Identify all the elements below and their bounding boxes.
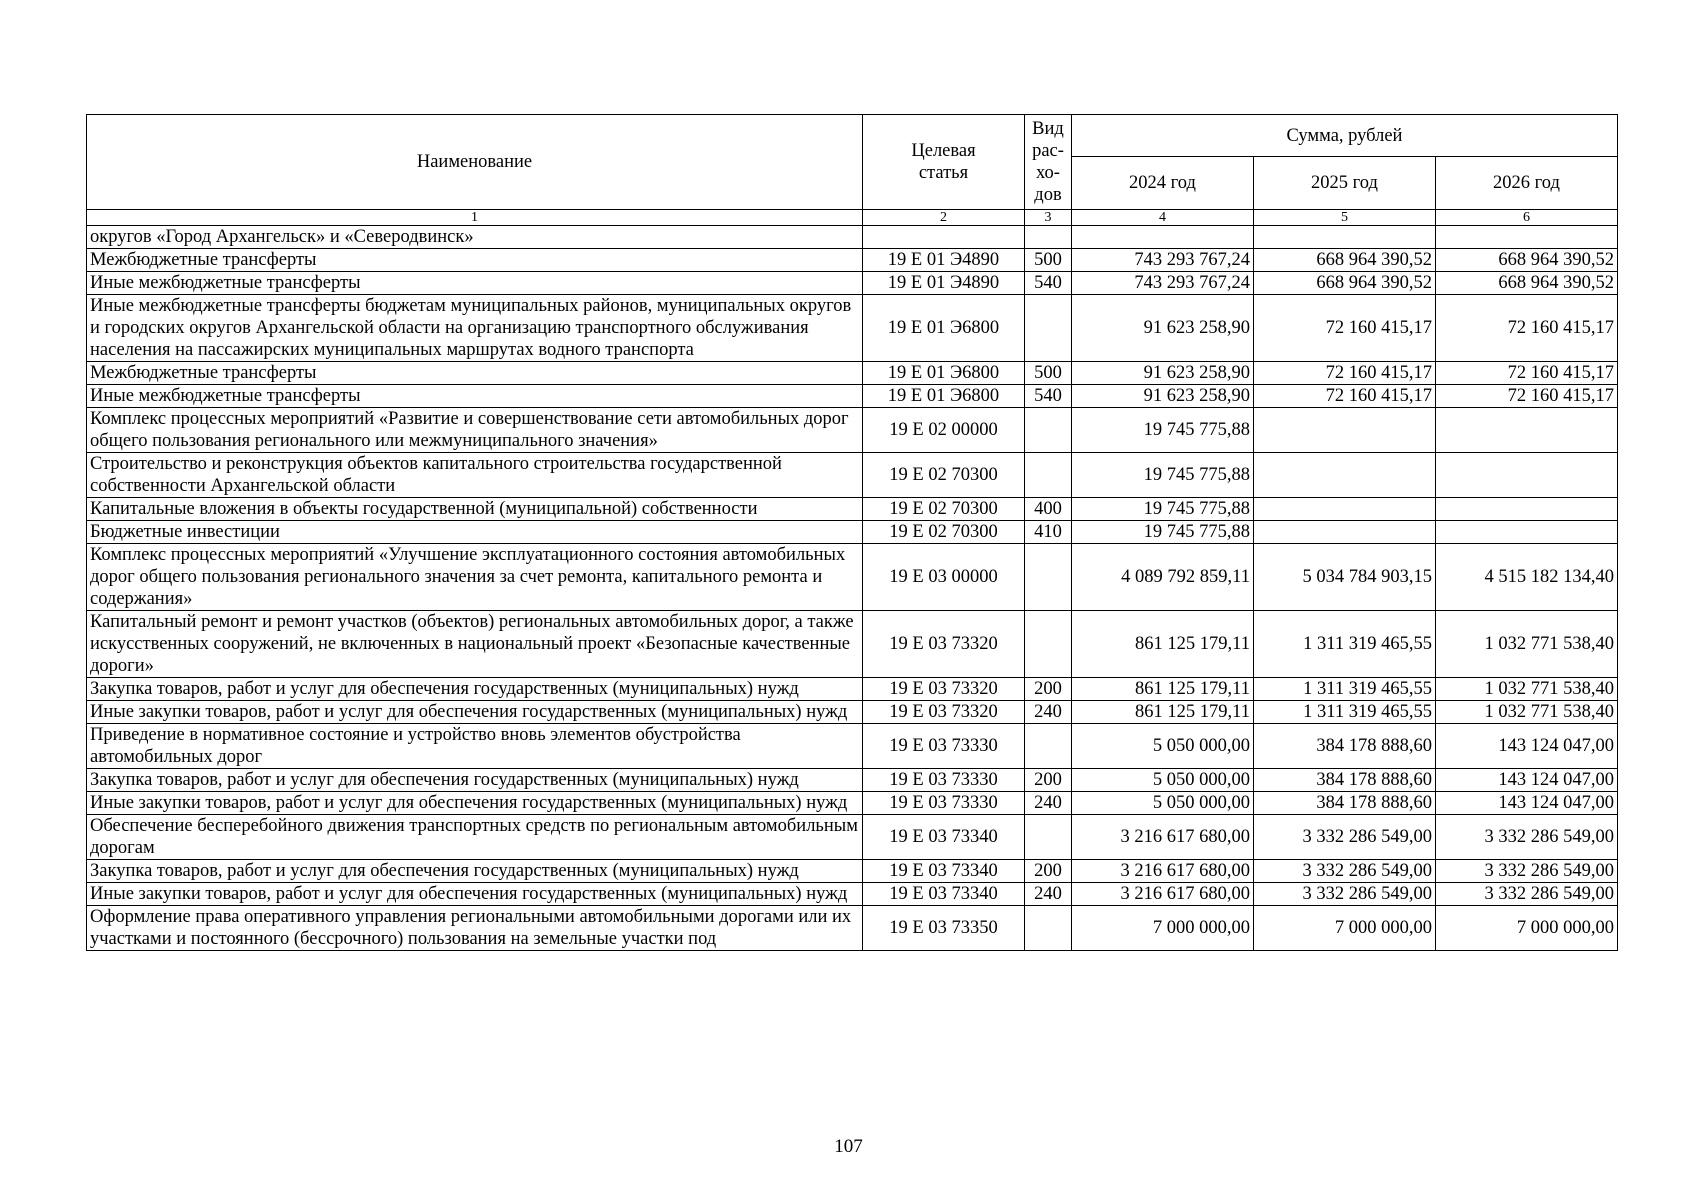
row-sum-2025: 72 160 415,17: [1254, 295, 1436, 362]
row-sum-2025: 668 964 390,52: [1254, 249, 1436, 272]
row-target-article: 19 Е 03 73320: [863, 701, 1025, 724]
row-name: Строительство и реконструкция объектов капитального строительства государственной собственности Архангельской области: [87, 453, 863, 498]
row-expense-kind: 240: [1025, 701, 1072, 724]
row-expense-kind: [1025, 906, 1072, 951]
row-sum-2024: 91 623 258,90: [1072, 385, 1254, 408]
row-target-article: 19 Е 03 73330: [863, 724, 1025, 769]
row-name: Межбюджетные трансферты: [87, 249, 863, 272]
header-kind-line1: Вид: [1032, 119, 1064, 139]
row-target-article: 19 Е 03 73340: [863, 883, 1025, 906]
header-year-2026: 2026 год: [1436, 157, 1618, 210]
table-row: [87, 385, 1618, 408]
row-sum-2024: 861 125 179,11: [1072, 611, 1254, 678]
row-sum-2026: 1 032 771 538,40: [1436, 611, 1618, 678]
row-target-article: [863, 226, 1025, 249]
row-name: Бюджетные инвестиции: [87, 521, 863, 544]
row-target-article: 19 Е 03 73330: [863, 769, 1025, 792]
row-sum-2025: [1254, 408, 1436, 453]
row-sum-2025: 384 178 888,60: [1254, 792, 1436, 815]
row-sum-2026: 143 124 047,00: [1436, 724, 1618, 769]
row-sum-2024: 5 050 000,00: [1072, 724, 1254, 769]
row-sum-2024: 743 293 767,24: [1072, 272, 1254, 295]
row-name: Капитальный ремонт и ремонт участков (объектов) региональных автомобильных дорог, а также искусственных сооружений, не включенных в национальный проект «Безопасные качественные дороги»: [87, 611, 863, 678]
row-sum-2025: 72 160 415,17: [1254, 385, 1436, 408]
table-row: [87, 906, 1618, 951]
column-number: 3: [1025, 210, 1072, 226]
row-sum-2025: 1 311 319 465,55: [1254, 678, 1436, 701]
row-sum-2026: [1436, 408, 1618, 453]
row-name: Иные межбюджетные трансферты бюджетам муниципальных районов, муниципальных округов и городских округов Архангельской области на организацию транспортного обслуживания населения на пассажирских муниципальных маршрутах водного транспорта: [87, 295, 863, 362]
row-sum-2025: 384 178 888,60: [1254, 724, 1436, 769]
column-number: 6: [1436, 210, 1618, 226]
header-target-line1: Целевая: [911, 141, 976, 161]
row-sum-2024: 19 745 775,88: [1072, 521, 1254, 544]
table-row: [87, 701, 1618, 724]
row-sum-2025: 384 178 888,60: [1254, 769, 1436, 792]
row-name: Комплекс процессных мероприятий «Улучшение эксплуатационного состояния автомобильных дорог общего пользования регионального значения за счет ремонта, капитального ремонта и содержания»: [87, 544, 863, 611]
row-sum-2024: 861 125 179,11: [1072, 678, 1254, 701]
column-number: 4: [1072, 210, 1254, 226]
row-expense-kind: 540: [1025, 385, 1072, 408]
row-sum-2026: 3 332 286 549,00: [1436, 860, 1618, 883]
row-name: Оформление права оперативного управления региональными автомобильными дорогами или их участками и постоянного (бессрочного) пользования на земельные участки под: [87, 906, 863, 951]
page-number: 107: [834, 1136, 863, 1157]
row-sum-2026: 668 964 390,52: [1436, 272, 1618, 295]
row-sum-2024: 861 125 179,11: [1072, 701, 1254, 724]
row-expense-kind: [1025, 453, 1072, 498]
row-sum-2024: 3 216 617 680,00: [1072, 860, 1254, 883]
row-sum-2026: 1 032 771 538,40: [1436, 678, 1618, 701]
header-expense-kind: [1025, 115, 1072, 210]
row-expense-kind: [1025, 611, 1072, 678]
row-sum-2024: 91 623 258,90: [1072, 362, 1254, 385]
row-sum-2026: 3 332 286 549,00: [1436, 883, 1618, 906]
row-sum-2024: 19 745 775,88: [1072, 498, 1254, 521]
row-target-article: 19 Е 03 73320: [863, 678, 1025, 701]
row-name: Иные закупки товаров, работ и услуг для обеспечения государственных (муниципальных) нужд: [87, 883, 863, 906]
header-target-article: [863, 115, 1025, 210]
row-sum-2024: 19 745 775,88: [1072, 453, 1254, 498]
row-sum-2024: 91 623 258,90: [1072, 295, 1254, 362]
header-kind-line3: хо-: [1036, 163, 1060, 183]
header-kind-line2: рас-: [1032, 141, 1064, 161]
row-expense-kind: 200: [1025, 678, 1072, 701]
header-kind-line4: дов: [1034, 185, 1062, 205]
header-name: Наименование: [87, 115, 863, 210]
table-row: [87, 544, 1618, 611]
table-row: [87, 295, 1618, 362]
row-expense-kind: 500: [1025, 249, 1072, 272]
row-expense-kind: [1025, 815, 1072, 860]
row-sum-2025: 3 332 286 549,00: [1254, 883, 1436, 906]
table-row: [87, 611, 1618, 678]
row-sum-2026: [1436, 453, 1618, 498]
table-row: [87, 815, 1618, 860]
row-expense-kind: 410: [1025, 521, 1072, 544]
column-number: 1: [87, 210, 863, 226]
row-sum-2025: 1 311 319 465,55: [1254, 701, 1436, 724]
row-name: Закупка товаров, работ и услуг для обеспечения государственных (муниципальных) нужд: [87, 860, 863, 883]
row-expense-kind: [1025, 408, 1072, 453]
table-row: [87, 792, 1618, 815]
column-number-row: [87, 210, 1618, 226]
row-name: Закупка товаров, работ и услуг для обеспечения государственных (муниципальных) нужд: [87, 678, 863, 701]
row-target-article: 19 Е 03 73330: [863, 792, 1025, 815]
row-name: Иные закупки товаров, работ и услуг для обеспечения государственных (муниципальных) нужд: [87, 792, 863, 815]
table-row: [87, 408, 1618, 453]
row-expense-kind: [1025, 295, 1072, 362]
table-row: [87, 498, 1618, 521]
row-sum-2026: [1436, 498, 1618, 521]
row-sum-2025: 7 000 000,00: [1254, 906, 1436, 951]
table-row: [87, 453, 1618, 498]
table-row: [87, 883, 1618, 906]
row-sum-2025: [1254, 521, 1436, 544]
row-sum-2025: [1254, 498, 1436, 521]
row-sum-2025: [1254, 453, 1436, 498]
row-sum-2026: 668 964 390,52: [1436, 249, 1618, 272]
row-sum-2025: 668 964 390,52: [1254, 272, 1436, 295]
row-expense-kind: 500: [1025, 362, 1072, 385]
row-name: Капитальные вложения в объекты государственной (муниципальной) собственности: [87, 498, 863, 521]
row-name: округов «Город Архангельск» и «Северодвинск»: [87, 226, 863, 249]
row-expense-kind: 240: [1025, 792, 1072, 815]
row-sum-2026: 4 515 182 134,40: [1436, 544, 1618, 611]
table-row: [87, 249, 1618, 272]
row-target-article: 19 Е 01 Э4890: [863, 272, 1025, 295]
row-sum-2026: 143 124 047,00: [1436, 792, 1618, 815]
row-sum-2025: [1254, 226, 1436, 249]
table-row: [87, 521, 1618, 544]
row-sum-2026: 7 000 000,00: [1436, 906, 1618, 951]
table-row: [87, 724, 1618, 769]
row-sum-2024: 19 745 775,88: [1072, 408, 1254, 453]
row-sum-2026: 72 160 415,17: [1436, 385, 1618, 408]
row-sum-2025: 3 332 286 549,00: [1254, 860, 1436, 883]
row-target-article: 19 Е 02 70300: [863, 521, 1025, 544]
row-name: Иные межбюджетные трансферты: [87, 385, 863, 408]
row-target-article: 19 Е 01 Э6800: [863, 295, 1025, 362]
row-target-article: 19 Е 03 73340: [863, 815, 1025, 860]
row-name: Межбюджетные трансферты: [87, 362, 863, 385]
row-target-article: 19 Е 02 70300: [863, 453, 1025, 498]
row-expense-kind: [1025, 544, 1072, 611]
row-target-article: 19 Е 02 00000: [863, 408, 1025, 453]
header-target-line2: статья: [918, 163, 969, 183]
row-target-article: 19 Е 03 00000: [863, 544, 1025, 611]
row-sum-2026: [1436, 226, 1618, 249]
row-name: Обеспечение бесперебойного движения транспортных средств по региональным автомобильным дорогам: [87, 815, 863, 860]
row-target-article: 19 Е 01 Э6800: [863, 385, 1025, 408]
header-sum: Сумма, рублей: [1072, 115, 1618, 157]
row-sum-2024: 4 089 792 859,11: [1072, 544, 1254, 611]
row-sum-2026: 1 032 771 538,40: [1436, 701, 1618, 724]
column-number: 2: [863, 210, 1025, 226]
row-target-article: 19 Е 03 73320: [863, 611, 1025, 678]
header-year-2025: 2025 год: [1254, 157, 1436, 210]
table-row: [87, 769, 1618, 792]
row-expense-kind: [1025, 724, 1072, 769]
row-sum-2024: 3 216 617 680,00: [1072, 883, 1254, 906]
row-sum-2024: 743 293 767,24: [1072, 249, 1254, 272]
table-row: [87, 362, 1618, 385]
row-expense-kind: 540: [1025, 272, 1072, 295]
row-sum-2025: 5 034 784 903,15: [1254, 544, 1436, 611]
table-row: [87, 226, 1618, 249]
row-name: Комплекс процессных мероприятий «Развитие и совершенствование сети автомобильных дорог общего пользования регионального или межмуниципального значения»: [87, 408, 863, 453]
row-sum-2026: [1436, 521, 1618, 544]
row-sum-2026: 72 160 415,17: [1436, 295, 1618, 362]
column-number: 5: [1254, 210, 1436, 226]
row-sum-2024: 7 000 000,00: [1072, 906, 1254, 951]
row-target-article: 19 Е 02 70300: [863, 498, 1025, 521]
row-expense-kind: 400: [1025, 498, 1072, 521]
row-sum-2025: 1 311 319 465,55: [1254, 611, 1436, 678]
row-sum-2024: 5 050 000,00: [1072, 792, 1254, 815]
row-sum-2024: 3 216 617 680,00: [1072, 815, 1254, 860]
row-sum-2025: 3 332 286 549,00: [1254, 815, 1436, 860]
row-sum-2026: 3 332 286 549,00: [1436, 815, 1618, 860]
row-expense-kind: [1025, 226, 1072, 249]
table-row: [87, 678, 1618, 701]
row-sum-2026: 143 124 047,00: [1436, 769, 1618, 792]
budget-table: [86, 114, 1618, 951]
row-expense-kind: 200: [1025, 769, 1072, 792]
row-name: Иные закупки товаров, работ и услуг для обеспечения государственных (муниципальных) нужд: [87, 701, 863, 724]
row-sum-2025: 72 160 415,17: [1254, 362, 1436, 385]
row-expense-kind: 240: [1025, 883, 1072, 906]
row-sum-2024: [1072, 226, 1254, 249]
table-row: [87, 272, 1618, 295]
row-name: Закупка товаров, работ и услуг для обеспечения государственных (муниципальных) нужд: [87, 769, 863, 792]
header-year-2024: 2024 год: [1072, 157, 1254, 210]
row-sum-2026: 72 160 415,17: [1436, 362, 1618, 385]
row-target-article: 19 Е 01 Э4890: [863, 249, 1025, 272]
row-target-article: 19 Е 01 Э6800: [863, 362, 1025, 385]
table-row: [87, 860, 1618, 883]
row-expense-kind: 200: [1025, 860, 1072, 883]
row-sum-2024: 5 050 000,00: [1072, 769, 1254, 792]
row-name: Иные межбюджетные трансферты: [87, 272, 863, 295]
row-name: Приведение в нормативное состояние и устройство вновь элементов обустройства автомобильных дорог: [87, 724, 863, 769]
row-target-article: 19 Е 03 73340: [863, 860, 1025, 883]
row-target-article: 19 Е 03 73350: [863, 906, 1025, 951]
